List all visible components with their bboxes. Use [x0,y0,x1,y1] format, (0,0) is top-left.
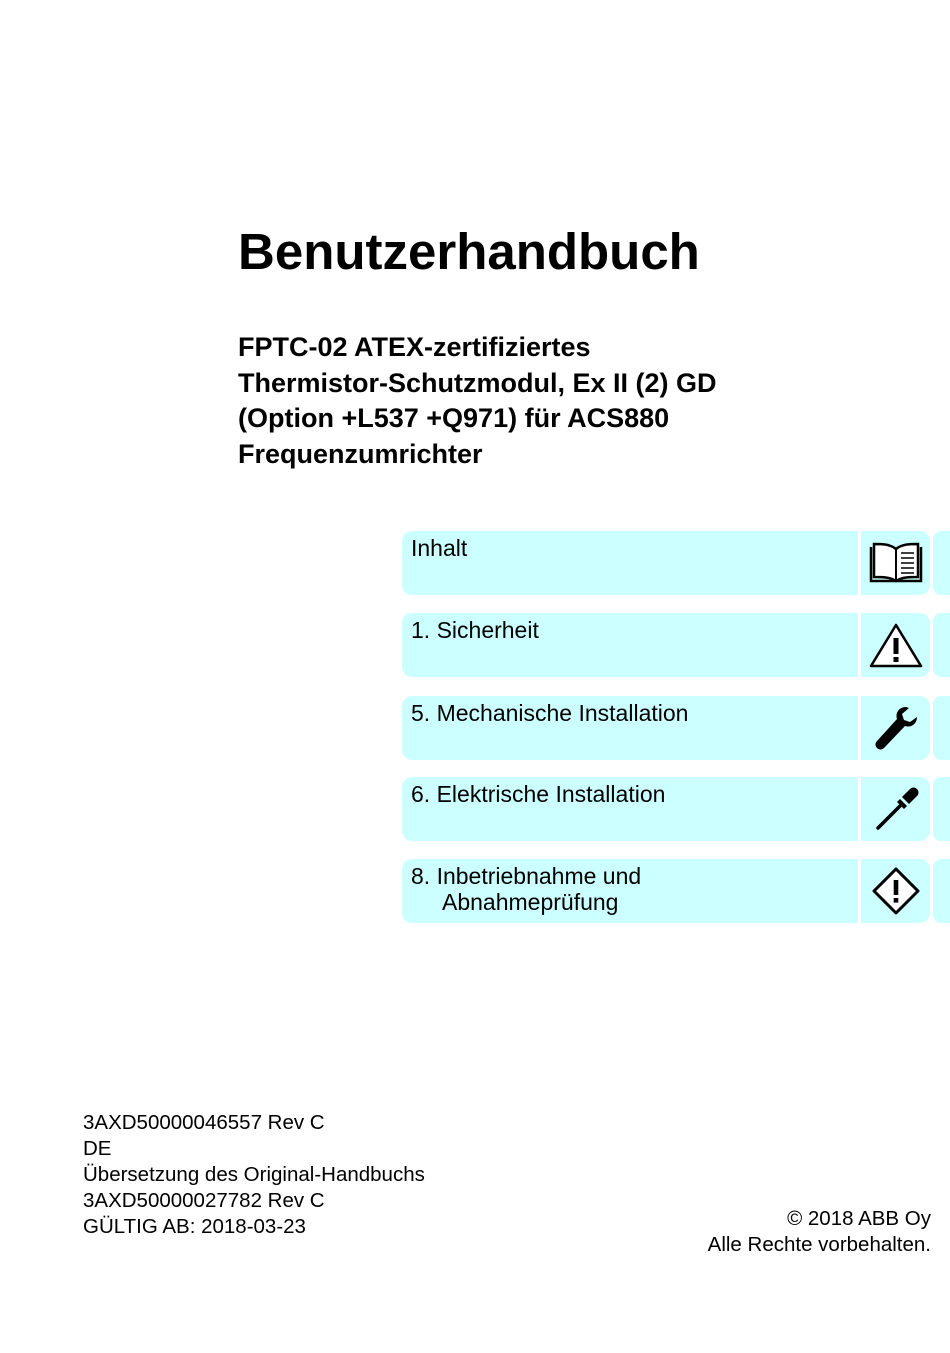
nav-tab-marker [933,696,950,760]
nav-tab-marker [933,531,950,595]
subtitle-line: FPTC-02 ATEX-zertifiziertes [238,332,591,362]
nav-label: 8. Inbetriebnahme und [411,863,642,889]
nav-link-contents[interactable] [402,531,858,595]
nav-label-continued: Abnahmeprüfung [442,889,619,915]
nav-label: 1. Sicherheit [411,617,539,643]
nav-tab-marker [933,777,950,841]
nav-label: 5. Mechanische Installation [411,700,689,726]
nav-label: 6. Elektrische Installation [411,781,666,807]
translation-note: Übersetzung des Original-Handbuchs [83,1163,425,1186]
rights-reserved: Alle Rechte vorbehalten. [707,1233,931,1256]
nav-link-electrical-installation[interactable] [402,777,858,841]
document-number: 3AXD50000046557 Rev C [83,1111,325,1134]
copyright-notice [708,1206,931,1258]
nav-tab-marker [933,859,950,923]
nav-link-safety[interactable] [402,613,858,677]
document-info [83,1110,425,1240]
product-subtitle [238,330,717,472]
nav-item-commissioning[interactable] [402,859,950,923]
subtitle-line: (Option +L537 +Q971) für ACS880 [238,403,670,433]
nav-link-mechanical-installation[interactable] [402,696,858,760]
screwdriver-icon[interactable] [861,777,930,841]
nav-label: Inhalt [411,535,468,561]
nav-link-commissioning[interactable] [402,859,858,923]
original-document-number: 3AXD50000027782 Rev C [83,1189,325,1212]
effective-date: GÜLTIG AB: 2018-03-23 [83,1215,306,1238]
copyright-line: © 2018 ABB Oy [787,1207,931,1230]
warning-icon[interactable] [861,613,930,677]
nav-tab-marker [933,613,950,677]
nav-item-mechanical-installation[interactable] [402,696,950,760]
nav-item-safety[interactable] [402,613,950,677]
diamond-exclamation-icon[interactable] [861,859,930,923]
nav-item-contents[interactable] [402,531,950,595]
wrench-icon[interactable] [861,696,930,760]
subtitle-line: Thermistor-Schutzmodul, Ex II (2) GD [238,367,717,398]
nav-item-electrical-installation[interactable] [402,777,950,841]
language-code: DE [83,1137,112,1160]
book-icon[interactable] [861,531,930,595]
subtitle-line: Frequenzumrichter [238,438,483,469]
manual-title: Benutzerhandbuch [238,223,700,280]
